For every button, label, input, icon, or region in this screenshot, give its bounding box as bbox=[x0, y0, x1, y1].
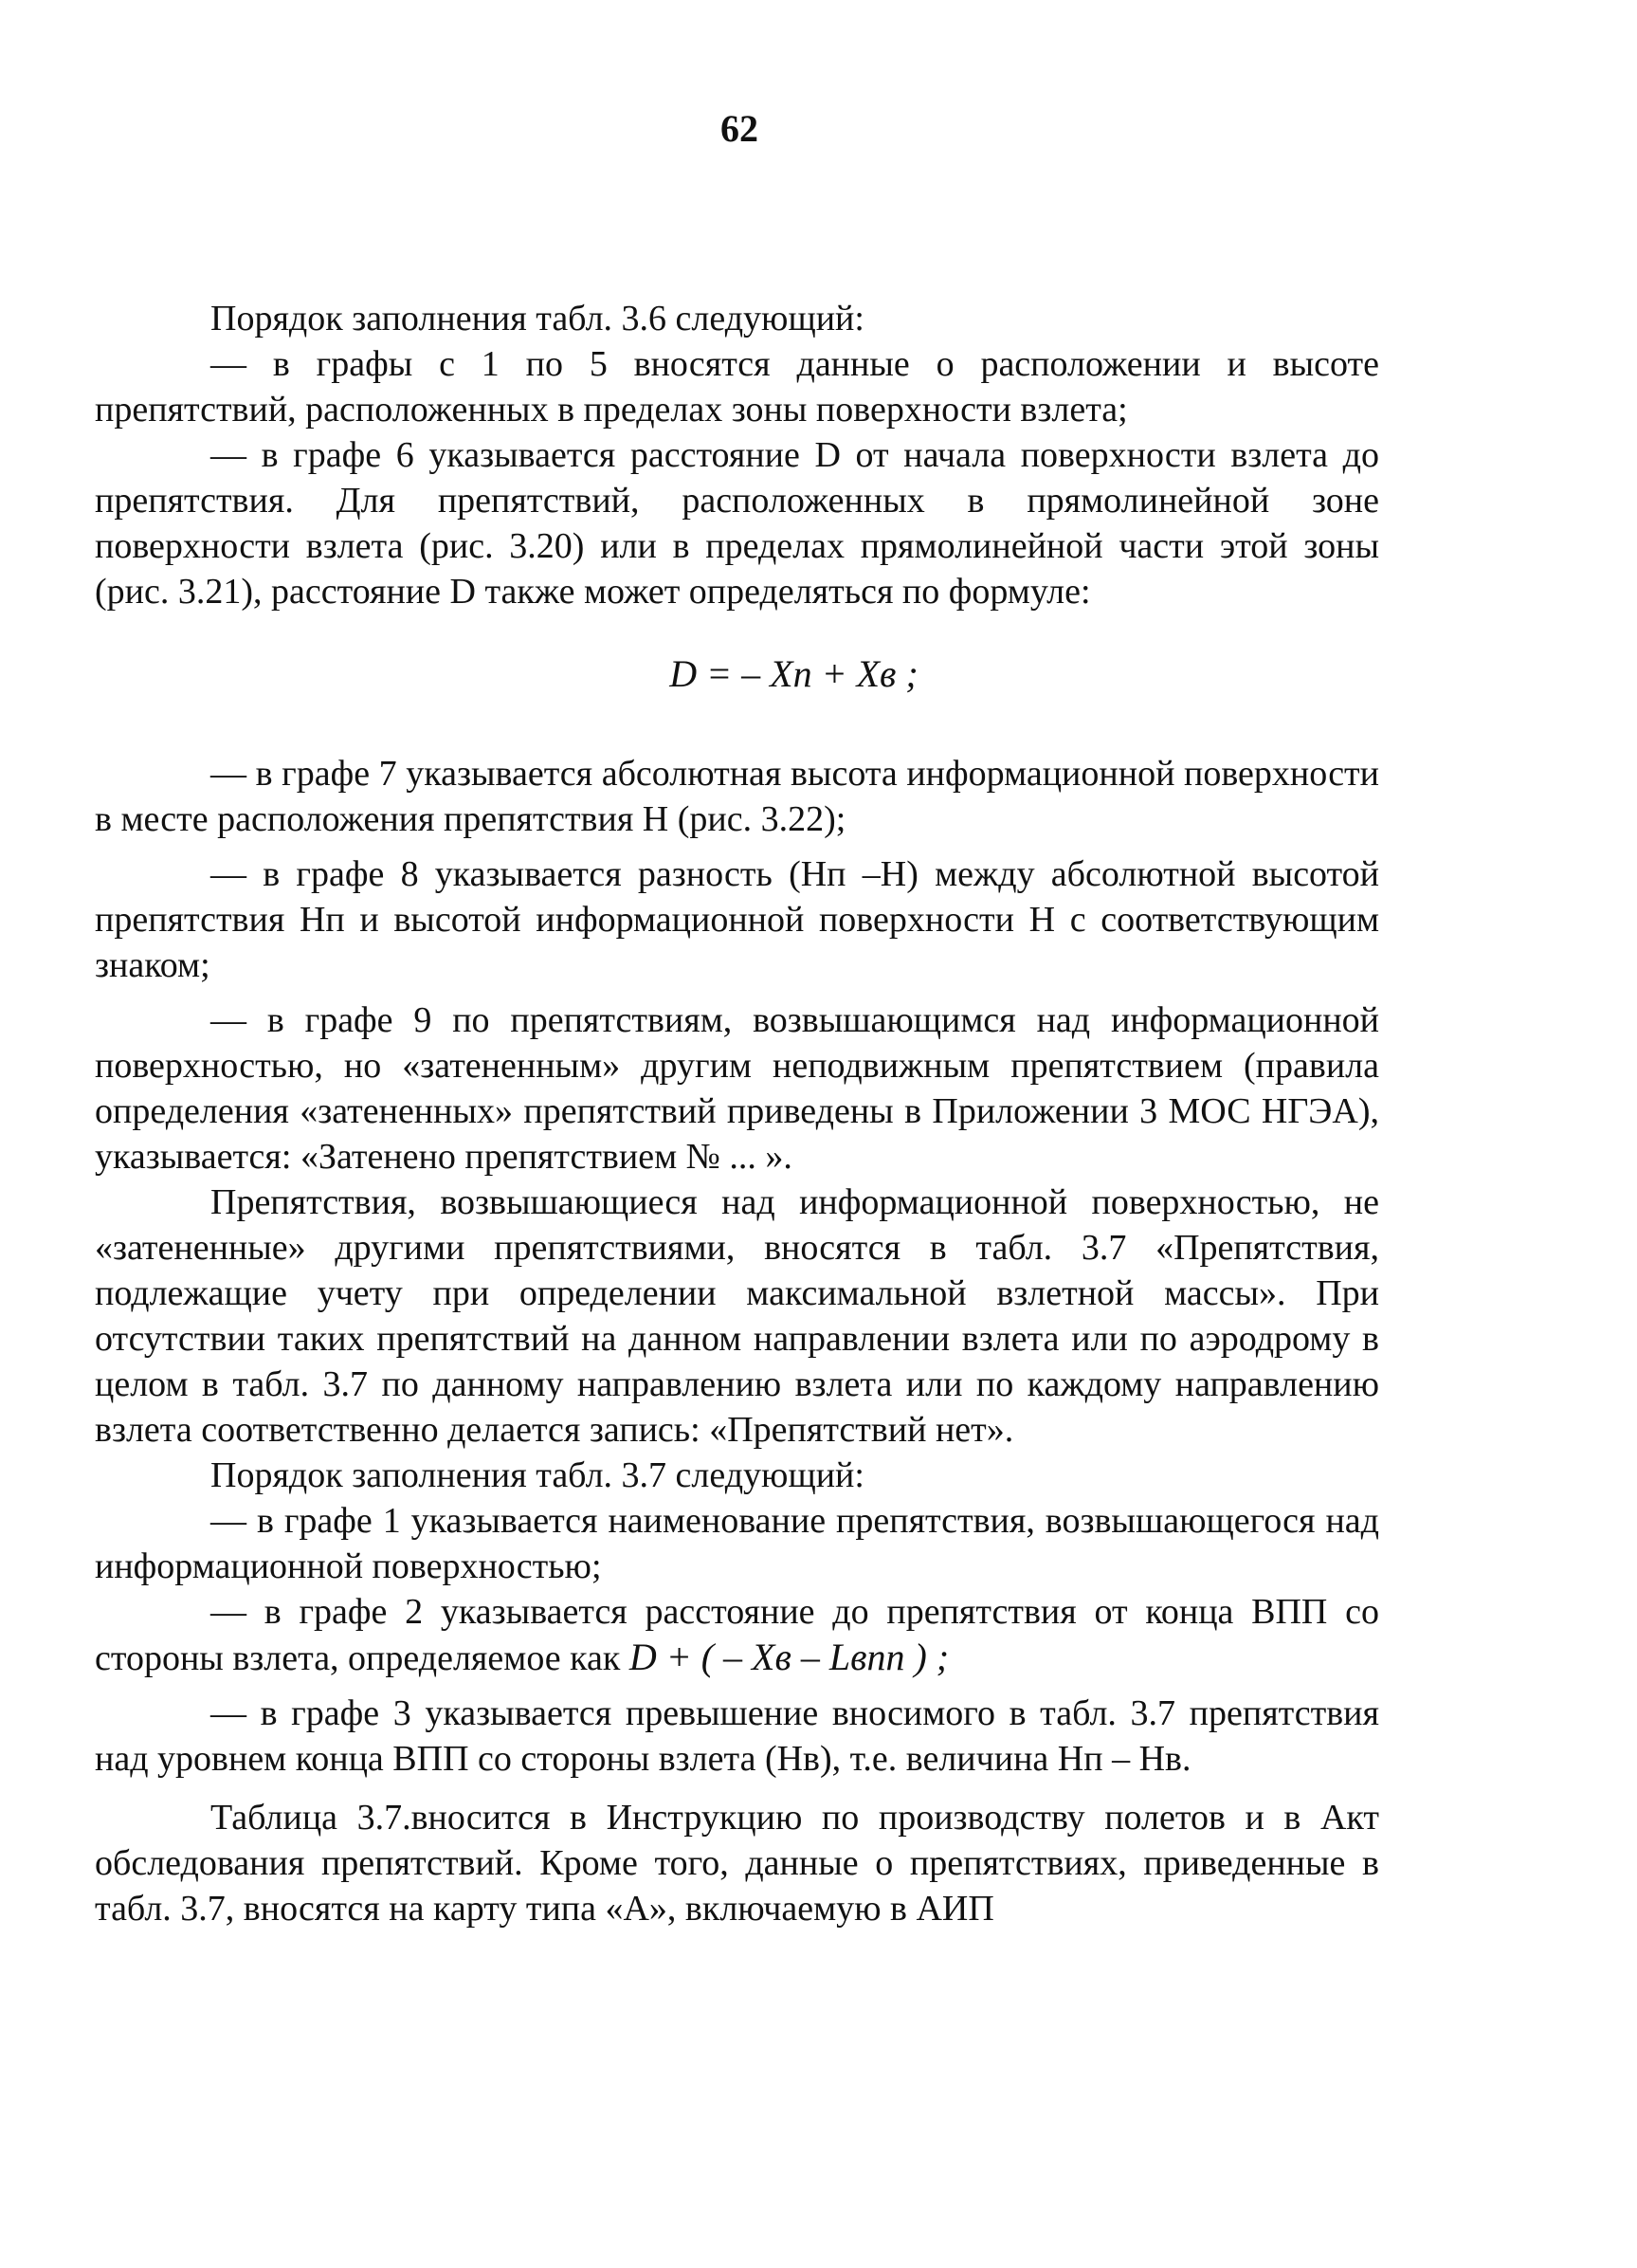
list-item-table-3-7-column-2 bbox=[95, 1589, 1379, 1681]
list-item-column-9: — в графе 9 по препятствиям, возвышающимся над информационной поверхностью, но «затененным» другим неподвижным препятствием (правила определения «затененных» препятствий приведены в Приложении 3 МОС НГЭА), указывается: «Затенено препятствием № ... ». bbox=[95, 1000, 1379, 1177]
list-item-column-7: — в графе 7 указывается абсолютная высота информационной поверхности в месте расположения препятствия Н (рис. 3.22); bbox=[95, 754, 1379, 839]
document-body bbox=[95, 296, 1379, 1931]
column-2-text: — в графе 2 указывается расстояние до препятствия от конца ВПП со стороны взлета, определяемое как bbox=[95, 1592, 1379, 1678]
list-item-table-3-7-column-1: — в графе 1 указывается наименование препятствия, возвышающегося над информационной поверхностью; bbox=[95, 1501, 1379, 1586]
list-item-column-6: — в графе 6 указывается расстояние D от начала поверхности взлета до препятствия. Для препятствий, расположенных в прямолинейной зоне поверхности взлета (рис. 3.20) или в пределах прямолинейной части этой зоны (рис. 3.21), расстояние D также может определяться по формуле: bbox=[95, 435, 1379, 612]
paragraph-obstacles-above-surface: Препятствия, возвышающиеся над информационной поверхностью, не «затененные» другими препятствиями, вносятся в табл. 3.7 «Препятствия, подлежащие учету при определении максимальной взлетной массы». При отсутствии таких препятствий на данном направлении взлета или по аэродрому в целом в табл. 3.7 по данному направлению взлета или по каждому направлению взлета соответственно делается запись: «Препятствий нет». bbox=[95, 1182, 1379, 1450]
list-item-column-8: — в графе 8 указывается разность (Нп –Н) между абсолютной высотой препятствия Нп и высотой информационной поверхности Н с соответствующим знаком; bbox=[95, 854, 1379, 985]
page-number: 62 bbox=[720, 107, 758, 150]
formula-distance-d: D = – Xп + Xв ; bbox=[669, 652, 919, 695]
paragraph-table-3-7-usage: Таблица 3.7.вносится в Инструкцию по производству полетов и в Акт обследования препятствий. Кроме того, данные о препятствиях, приведенные в табл. 3.7, вносятся на карту типа «А», включаемую в АИП bbox=[95, 1798, 1379, 1929]
formula-runway-distance: D + ( – Xв – Lвпп ) ; bbox=[628, 1636, 950, 1678]
paragraph-table-3-7-order: Порядок заполнения табл. 3.7 следующий: bbox=[210, 1455, 864, 1495]
list-item-columns-1-5: — в графы с 1 по 5 вносятся данные о расположении и высоте препятствий, расположенных в пределах зоны поверхности взлета; bbox=[95, 344, 1379, 430]
paragraph-table-3-6-order: Порядок заполнения табл. 3.6 следующий: bbox=[210, 299, 864, 338]
list-item-table-3-7-column-3: — в графе 3 указывается превышение вносимого в табл. 3.7 препятствия над уровнем конца ВПП со стороны взлета (Нв), т.е. величина Нп – Нв. bbox=[95, 1693, 1379, 1779]
